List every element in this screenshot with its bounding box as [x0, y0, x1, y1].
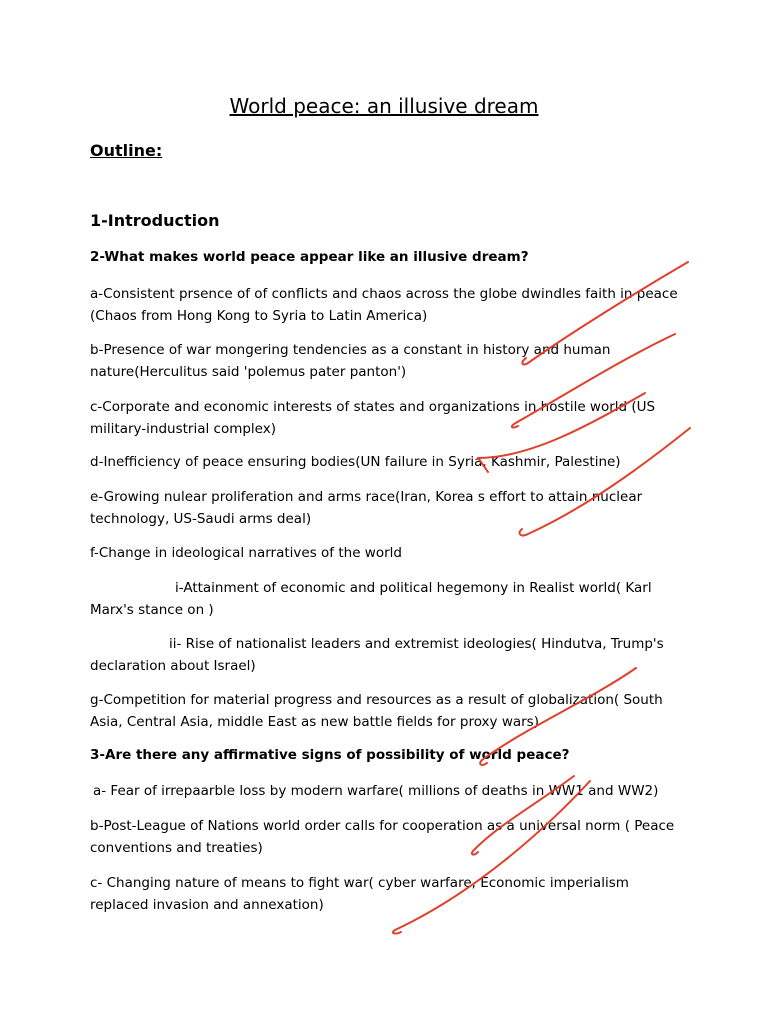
outline-point: b-Post-League of Nations world order calls for cooperation as a universal norm ( Peace conventions and treaties) [90, 818, 675, 856]
document-title: World peace: an illusive dream [229, 94, 539, 118]
section-heading-introduction: 1-Introduction [90, 211, 220, 230]
outline-point: b-Presence of war mongering tendencies as a constant in history and human nature(Herculitus said 'polemus pater panton') [90, 342, 611, 380]
outline-subpoint: ii- Rise of nationalist leaders and extremist ideologies( Hindutva, Trump's declaration about Israel) [90, 636, 664, 674]
outline-point: f-Change in ideological narratives of the world [90, 545, 402, 561]
outline-point: g-Competition for material progress and resources as a result of globalization( South Asia, Central Asia, middle East as new battle fields for proxy wars) [90, 692, 663, 730]
outline-heading: Outline: [90, 141, 163, 160]
outline-subpoint: i-Attainment of economic and political hegemony in Realist world( Karl Marx's stance on ) [90, 580, 652, 618]
section-heading-illusive-dream: 2-What makes world peace appear like an illusive dream? [90, 249, 529, 265]
outline-point: c- Changing nature of means to fight war( cyber warfare, Economic imperialism replaced invasion and annexation) [90, 875, 629, 913]
outline-point: e-Growing nulear proliferation and arms race(Iran, Korea s effort to attain nuclear technology, US-Saudi arms deal) [90, 489, 643, 527]
outline-point: a-Consistent prsence of of conflicts and chaos across the globe dwindles faith in peace (Chaos from Hong Kong to Syria to Latin America) [90, 286, 678, 324]
outline-point: a- Fear of irrepaarble loss by modern warfare( millions of deaths in WW1 and WW2) [93, 783, 659, 799]
outline-point: c-Corporate and economic interests of states and organizations in hostile world (US military-industrial complex) [90, 399, 656, 437]
section-heading-affirmative-signs: 3-Are there any affirmative signs of possibility of world peace? [90, 747, 570, 763]
outline-point: d-Inefficiency of peace ensuring bodies(UN failure in Syria, Kashmir, Palestine) [90, 454, 621, 470]
